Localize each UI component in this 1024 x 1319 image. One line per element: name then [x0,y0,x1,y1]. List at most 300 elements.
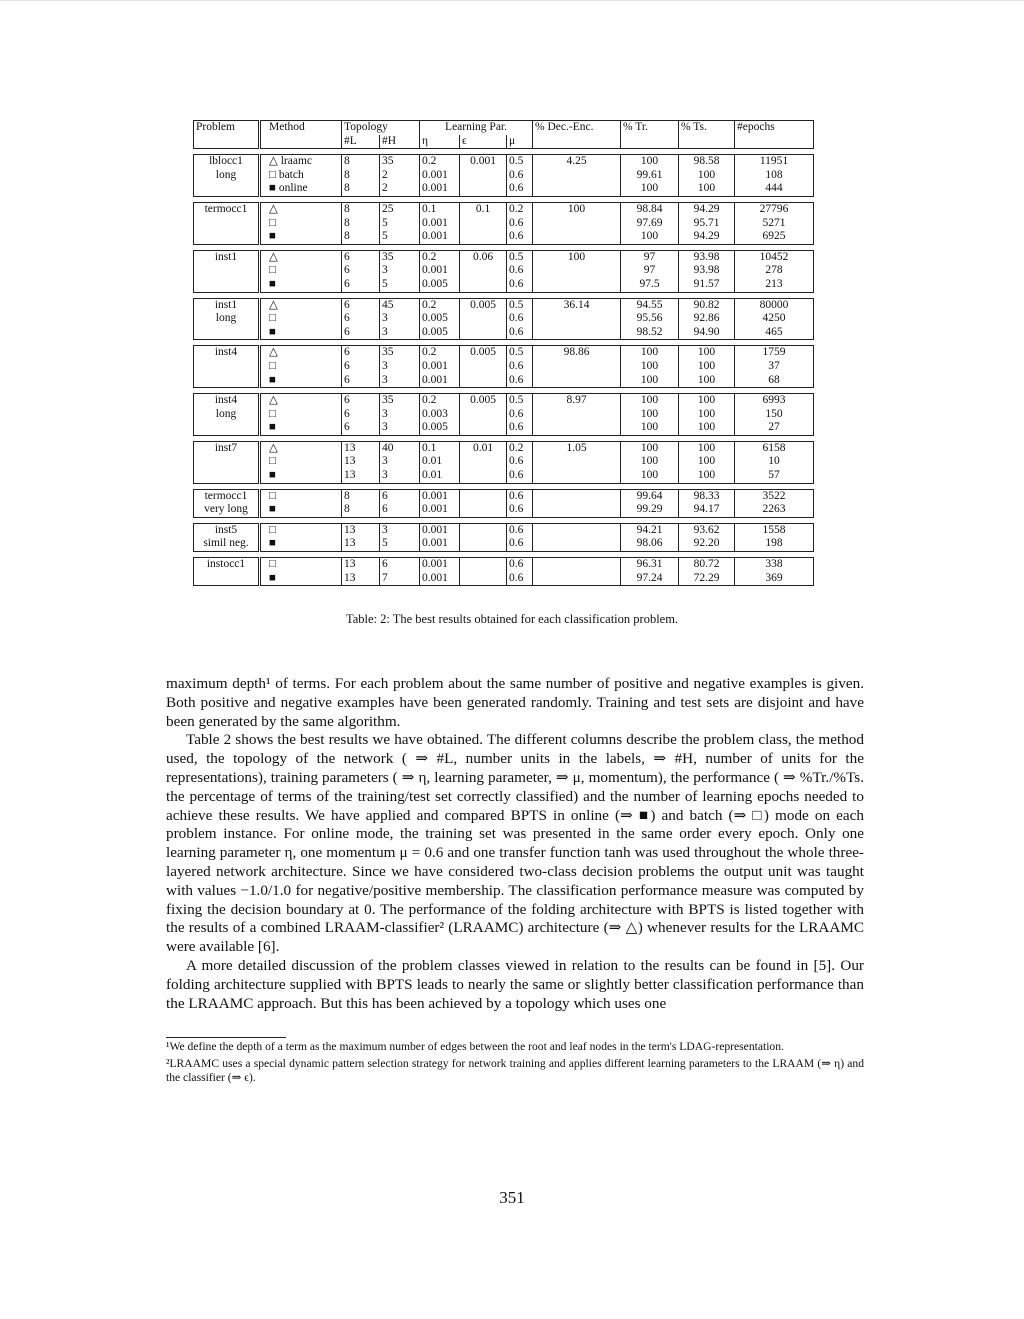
train-cell: 100 [621,346,679,360]
eps-cell [460,374,507,388]
eta-cell: 0.01 [420,469,460,483]
epochs-cell: 150 [735,408,814,422]
mu-cell: 0.6 [507,374,533,388]
eta-cell: 0.001 [420,360,460,374]
train-cell: 95.56 [621,312,679,326]
h-cell: 5 [380,278,420,292]
method-cell: △ lraamc [260,155,342,169]
test-cell: 100 [679,455,735,469]
header-eta: η [420,135,460,149]
train-cell: 97 [621,264,679,278]
train-cell: 100 [621,374,679,388]
h-cell: 35 [380,250,420,264]
method-cell: ■ [260,374,342,388]
eps-cell: 0.1 [460,202,507,216]
epochs-cell: 6158 [735,441,814,455]
train-cell: 98.84 [621,202,679,216]
eps-cell [460,217,507,231]
l-cell: 13 [342,523,380,537]
dec-enc-cell [533,326,621,340]
dec-enc-cell [533,217,621,231]
train-cell: 94.21 [621,523,679,537]
epochs-cell: 465 [735,326,814,340]
table-row [194,202,814,216]
eta-cell: 0.2 [420,298,460,312]
l-cell: 6 [342,421,380,435]
page-number: 351 [499,1188,525,1207]
l-cell: 13 [342,455,380,469]
epochs-cell: 5271 [735,217,814,231]
test-cell: 100 [679,374,735,388]
problem-cell: inst4 [194,346,260,360]
header-topology: Topology [342,121,420,135]
method-cell: □ [260,408,342,422]
header-epochs: #epochs [735,121,814,135]
eps-cell [460,537,507,551]
table-row [194,394,814,408]
header-mu: μ [507,135,533,149]
problem-cell [194,217,260,231]
mu-cell: 0.6 [507,489,533,503]
l-cell: 8 [342,230,380,244]
eta-cell: 0.001 [420,572,460,586]
eps-cell [460,558,507,572]
train-cell: 96.31 [621,558,679,572]
l-cell: 6 [342,326,380,340]
mu-cell: 0.5 [507,155,533,169]
eta-cell: 0.001 [420,523,460,537]
test-cell: 92.20 [679,537,735,551]
l-cell: 8 [342,503,380,517]
train-cell: 100 [621,421,679,435]
mu-cell: 0.2 [507,441,533,455]
eps-cell [460,230,507,244]
mu-cell: 0.6 [507,455,533,469]
eps-cell [460,408,507,422]
test-cell: 100 [679,394,735,408]
mu-cell: 0.6 [507,503,533,517]
problem-cell [194,469,260,483]
header-learning: Learning Par. [420,121,533,135]
problem-cell [194,421,260,435]
l-cell: 8 [342,217,380,231]
eps-cell [460,360,507,374]
dec-enc-cell: 100 [533,202,621,216]
eps-cell [460,312,507,326]
l-cell: 13 [342,572,380,586]
problem-cell: inst5 [194,523,260,537]
eta-cell: 0.001 [420,489,460,503]
h-cell: 6 [380,489,420,503]
dec-enc-cell [533,278,621,292]
mu-cell: 0.6 [507,312,533,326]
train-cell: 100 [621,394,679,408]
l-cell: 13 [342,537,380,551]
eta-cell: 0.1 [420,441,460,455]
dec-enc-cell [533,523,621,537]
h-cell: 35 [380,155,420,169]
test-cell: 94.17 [679,503,735,517]
eta-cell: 0.001 [420,558,460,572]
l-cell: 6 [342,408,380,422]
eps-cell [460,572,507,586]
epochs-cell: 369 [735,572,814,586]
train-cell: 100 [621,182,679,196]
mu-cell: 0.6 [507,217,533,231]
train-cell: 100 [621,469,679,483]
epochs-cell: 198 [735,537,814,551]
method-cell: ■ [260,326,342,340]
eta-cell: 0.005 [420,421,460,435]
mu-cell: 0.6 [507,537,533,551]
l-cell: 6 [342,298,380,312]
train-cell: 98.06 [621,537,679,551]
test-cell: 80.72 [679,558,735,572]
header-problem: Problem [194,121,260,135]
table-row [194,421,814,435]
h-cell: 35 [380,346,420,360]
l-cell: 13 [342,441,380,455]
train-cell: 97.5 [621,278,679,292]
mu-cell: 0.6 [507,278,533,292]
problem-cell: lblocc1 [194,155,260,169]
epochs-cell: 27 [735,421,814,435]
header-dec-enc: % Dec.-Enc. [533,121,621,135]
test-cell: 98.58 [679,155,735,169]
table-row [194,558,814,572]
train-cell: 97.69 [621,217,679,231]
method-cell: □ [260,360,342,374]
problem-cell [194,326,260,340]
train-cell: 100 [621,408,679,422]
l-cell: 6 [342,394,380,408]
eps-cell: 0.005 [460,346,507,360]
epochs-cell: 3522 [735,489,814,503]
epochs-cell: 11951 [735,155,814,169]
table-row [194,441,814,455]
train-cell: 100 [621,230,679,244]
problem-cell: simil neg. [194,537,260,551]
l-cell: 8 [342,182,380,196]
h-cell: 7 [380,572,420,586]
problem-cell: termocc1 [194,489,260,503]
dec-enc-cell [533,374,621,388]
h-cell: 6 [380,558,420,572]
train-cell: 100 [621,455,679,469]
l-cell: 8 [342,489,380,503]
epochs-cell: 108 [735,169,814,183]
h-cell: 3 [380,408,420,422]
method-cell: ■ online [260,182,342,196]
table-row [194,489,814,503]
eps-cell: 0.005 [460,298,507,312]
problem-cell: inst7 [194,441,260,455]
train-cell: 100 [621,441,679,455]
dec-enc-cell: 1.05 [533,441,621,455]
problem-cell [194,182,260,196]
footnote-1: ¹We define the depth of a term as the maximum number of edges between the root and leaf nodes in the term's LDAG-representation. [166,1040,784,1053]
l-cell: 8 [342,155,380,169]
h-cell: 35 [380,394,420,408]
test-cell: 93.62 [679,523,735,537]
eps-cell [460,326,507,340]
eta-cell: 0.005 [420,278,460,292]
eta-cell: 0.2 [420,155,460,169]
mu-cell: 0.6 [507,326,533,340]
body-text [166,675,864,1013]
test-cell: 72.29 [679,572,735,586]
problem-cell: instocc1 [194,558,260,572]
dec-enc-cell [533,537,621,551]
header-test: % Ts. [679,121,735,135]
train-cell: 98.52 [621,326,679,340]
table-row [194,312,814,326]
h-cell: 45 [380,298,420,312]
epochs-cell: 10 [735,455,814,469]
method-cell: △ [260,394,342,408]
epochs-cell: 80000 [735,298,814,312]
dec-enc-cell: 36.14 [533,298,621,312]
test-cell: 100 [679,421,735,435]
h-cell: 3 [380,523,420,537]
h-cell: 3 [380,374,420,388]
dec-enc-cell [533,558,621,572]
epochs-cell: 278 [735,264,814,278]
method-cell: □ [260,312,342,326]
mu-cell: 0.5 [507,394,533,408]
test-cell: 94.29 [679,202,735,216]
train-cell: 97 [621,250,679,264]
eps-cell: 0.005 [460,394,507,408]
eta-cell: 0.001 [420,182,460,196]
test-cell: 98.33 [679,489,735,503]
dec-enc-cell [533,169,621,183]
table-row [194,182,814,196]
epochs-cell: 27796 [735,202,814,216]
epochs-cell: 2263 [735,503,814,517]
eta-cell: 0.003 [420,408,460,422]
method-cell: △ [260,250,342,264]
eta-cell: 0.001 [420,537,460,551]
mu-cell: 0.2 [507,202,533,216]
dec-enc-cell: 98.86 [533,346,621,360]
table-row [194,169,814,183]
problem-cell: inst4 [194,394,260,408]
problem-cell: very long [194,503,260,517]
problem-cell [194,278,260,292]
h-cell: 40 [380,441,420,455]
method-cell: △ [260,346,342,360]
eta-cell: 0.01 [420,455,460,469]
header-method: Method [260,121,342,135]
eta-cell: 0.2 [420,250,460,264]
train-cell: 100 [621,155,679,169]
l-cell: 6 [342,374,380,388]
epochs-cell: 10452 [735,250,814,264]
dec-enc-cell [533,360,621,374]
dec-enc-cell: 100 [533,250,621,264]
table-row [194,264,814,278]
problem-cell: termocc1 [194,202,260,216]
eta-cell: 0.001 [420,503,460,517]
epochs-cell: 338 [735,558,814,572]
mu-cell: 0.6 [507,572,533,586]
eta-cell: 0.001 [420,217,460,231]
table-body [194,149,814,586]
table-row [194,360,814,374]
epochs-cell: 6993 [735,394,814,408]
problem-cell [194,360,260,374]
mu-cell: 0.6 [507,469,533,483]
eps-cell [460,489,507,503]
eps-cell [460,278,507,292]
l-cell: 8 [342,169,380,183]
epochs-cell: 68 [735,374,814,388]
test-cell: 90.82 [679,298,735,312]
mu-cell: 0.6 [507,230,533,244]
l-cell: 6 [342,278,380,292]
table-row [194,230,814,244]
mu-cell: 0.6 [507,421,533,435]
paragraph-1: maximum depth¹ of terms. For each problem about the same number of positive and negative examples is given. Both positive and negative examples have been generated randomly. Training and test sets are disjoint and have been generated by the same algorithm. [166,675,864,730]
dec-enc-cell [533,572,621,586]
epochs-cell: 6925 [735,230,814,244]
results-table [193,120,814,586]
dec-enc-cell [533,264,621,278]
test-cell: 100 [679,169,735,183]
epochs-cell: 57 [735,469,814,483]
test-cell: 100 [679,182,735,196]
train-cell: 99.64 [621,489,679,503]
problem-cell [194,572,260,586]
footnotes [166,1040,864,1088]
method-cell: △ [260,441,342,455]
problem-cell [194,230,260,244]
train-cell: 99.61 [621,169,679,183]
test-cell: 100 [679,360,735,374]
epochs-cell: 1759 [735,346,814,360]
eta-cell: 0.001 [420,169,460,183]
eta-cell: 0.005 [420,326,460,340]
footnote-2: ²LRAAMC uses a special dynamic pattern selection strategy for network training and applies different learning parameters to the LRAAM (⇒ η) and the classifier (⇒ ϵ). [166,1056,864,1085]
eta-cell: 0.1 [420,202,460,216]
method-cell: □ batch [260,169,342,183]
l-cell: 6 [342,346,380,360]
table-row [194,469,814,483]
mu-cell: 0.6 [507,408,533,422]
h-cell: 5 [380,537,420,551]
eps-cell [460,421,507,435]
eps-cell: 0.001 [460,155,507,169]
method-cell: □ [260,489,342,503]
method-cell: △ [260,202,342,216]
mu-cell: 0.5 [507,250,533,264]
top-rule [0,0,1024,1]
table-row [194,503,814,517]
h-cell: 6 [380,503,420,517]
table-row [194,278,814,292]
l-cell: 13 [342,558,380,572]
h-cell: 5 [380,217,420,231]
dec-enc-cell [533,182,621,196]
table-row [194,523,814,537]
eps-cell: 0.01 [460,441,507,455]
table-row [194,346,814,360]
eta-cell: 0.005 [420,312,460,326]
h-cell: 3 [380,360,420,374]
h-cell: 2 [380,182,420,196]
eps-cell [460,264,507,278]
eps-cell [460,469,507,483]
dec-enc-cell [533,421,621,435]
method-cell: ■ [260,469,342,483]
h-cell: 3 [380,326,420,340]
l-cell: 6 [342,312,380,326]
header-train: % Tr. [621,121,679,135]
h-cell: 3 [380,421,420,435]
mu-cell: 0.6 [507,523,533,537]
l-cell: 6 [342,264,380,278]
test-cell: 94.29 [679,230,735,244]
test-cell: 91.57 [679,278,735,292]
table-row [194,155,814,169]
train-cell: 99.29 [621,503,679,517]
header-eps: ϵ [460,135,507,149]
test-cell: 100 [679,408,735,422]
problem-cell: long [194,169,260,183]
table-row [194,572,814,586]
test-cell: 92.86 [679,312,735,326]
method-cell: □ [260,217,342,231]
problem-cell: inst1 [194,298,260,312]
test-cell: 100 [679,469,735,483]
dec-enc-cell [533,230,621,244]
table-row [194,537,814,551]
paragraph-3: A more detailed discussion of the problem classes viewed in relation to the results can be found in [5]. Our folding architecture supplied with BPTS leads to nearly the same or slightly better classification performance than the LRAAMC approach. But this has been achieved by a topology which uses one [166,956,864,1012]
l-cell: 6 [342,250,380,264]
method-cell: △ [260,298,342,312]
l-cell: 6 [342,360,380,374]
mu-cell: 0.5 [507,298,533,312]
dec-enc-cell [533,455,621,469]
dec-enc-cell [533,408,621,422]
l-cell: 13 [342,469,380,483]
epochs-cell: 37 [735,360,814,374]
h-cell: 25 [380,202,420,216]
dec-enc-cell [533,489,621,503]
h-cell: 3 [380,455,420,469]
train-cell: 94.55 [621,298,679,312]
test-cell: 93.98 [679,250,735,264]
l-cell: 8 [342,202,380,216]
test-cell: 100 [679,346,735,360]
h-cell: 5 [380,230,420,244]
test-cell: 94.90 [679,326,735,340]
problem-cell [194,264,260,278]
table-caption: Table: 2: The best results obtained for each classification problem. [345,612,679,626]
dec-enc-cell [533,469,621,483]
eps-cell [460,182,507,196]
method-cell: □ [260,264,342,278]
train-cell: 97.24 [621,572,679,586]
table-row [194,408,814,422]
table-row [194,455,814,469]
table-row [194,298,814,312]
eta-cell: 0.001 [420,230,460,244]
paragraph-2: Table 2 shows the best results we have obtained. The different columns describe the problem class, the method used, the topology of the network ( ⇒ #L, number units in the labels, ⇒ #H, number of units for the representations), training parameters ( ⇒ η, learning parameter, ⇒ μ, momentum), the performance ( ⇒ %Tr./%Ts. the percentage of terms of the training/test set correctly classified) and the number of learning epochs needed to achieve these results. We have applied and compared BPTS in online (⇒ ■) and batch (⇒ □) mode on each problem instance. For online mode, the training set was presented in the same order every epoch. Only one learning parameter η, one momentum μ = 0.6 and one transfer function tanh was used throughout the whole three-layered network architecture. Since we have considered two-class decision problems the output unit was taught with values −1.0/1.0 for negative/positive membership. The classification performance measure was computed by fixing the decision boundary at 0. The performance of the folding architecture with BPTS is listed together with the results of a combined LRAAM-classifier² (LRAAMC) architecture (⇒ △) whenever results for the LRAAMC were available [6]. [166,731,864,956]
eps-cell [460,523,507,537]
test-cell: 100 [679,441,735,455]
